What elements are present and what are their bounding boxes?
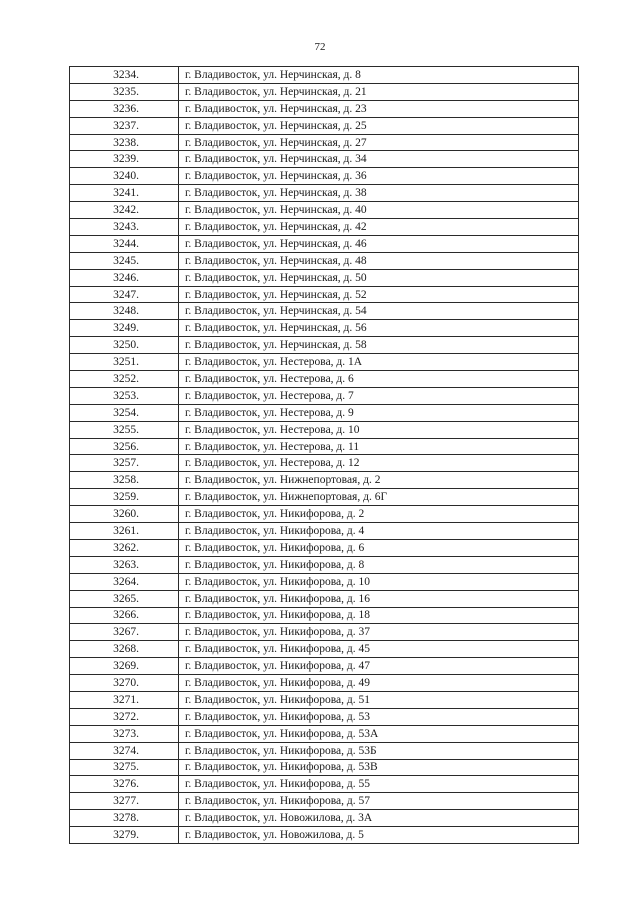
- address-cell: г. Владивосток, ул. Нерчинская, д. 42: [179, 219, 579, 236]
- address-cell: г. Владивосток, ул. Нестерова, д. 6: [179, 371, 579, 388]
- address-cell: г. Владивосток, ул. Никифорова, д. 53В: [179, 759, 579, 776]
- address-cell: г. Владивосток, ул. Никифорова, д. 49: [179, 675, 579, 692]
- row-number-cell: 3253.: [70, 387, 179, 404]
- row-number-cell: 3240.: [70, 168, 179, 185]
- table-row: [70, 100, 579, 117]
- address-cell: г. Владивосток, ул. Никифорова, д. 8: [179, 556, 579, 573]
- row-number-cell: 3271.: [70, 691, 179, 708]
- address-cell: г. Владивосток, ул. Нестерова, д. 7: [179, 387, 579, 404]
- address-cell: г. Владивосток, ул. Никифорова, д. 4: [179, 523, 579, 540]
- row-number-cell: 3259.: [70, 489, 179, 506]
- table-row: [70, 219, 579, 236]
- table-row: [70, 658, 579, 675]
- address-cell: г. Владивосток, ул. Нестерова, д. 1А: [179, 354, 579, 371]
- table-row: [70, 337, 579, 354]
- row-number-cell: 3275.: [70, 759, 179, 776]
- row-number-cell: 3251.: [70, 354, 179, 371]
- address-cell: г. Владивосток, ул. Нерчинская, д. 54: [179, 303, 579, 320]
- address-cell: г. Владивосток, ул. Никифорова, д. 10: [179, 573, 579, 590]
- table-row: [70, 472, 579, 489]
- row-number-cell: 3273.: [70, 725, 179, 742]
- table-row: [70, 421, 579, 438]
- table-row: [70, 523, 579, 540]
- table-row: [70, 320, 579, 337]
- address-cell: г. Владивосток, ул. Нерчинская, д. 56: [179, 320, 579, 337]
- row-number-cell: 3264.: [70, 573, 179, 590]
- table-row: [70, 776, 579, 793]
- address-cell: г. Владивосток, ул. Никифорова, д. 45: [179, 641, 579, 658]
- table-row: [70, 269, 579, 286]
- row-number-cell: 3267.: [70, 624, 179, 641]
- table-row: [70, 590, 579, 607]
- table-row: [70, 117, 579, 134]
- address-cell: г. Владивосток, ул. Нижнепортовая, д. 6Г: [179, 489, 579, 506]
- address-cell: г. Владивосток, ул. Никифорова, д. 53Б: [179, 742, 579, 759]
- page-number: 72: [314, 41, 326, 53]
- row-number-cell: 3247.: [70, 286, 179, 303]
- row-number-cell: 3241.: [70, 185, 179, 202]
- table-row: [70, 134, 579, 151]
- table-row: [70, 556, 579, 573]
- address-cell: г. Владивосток, ул. Новожилова, д. 5: [179, 827, 579, 844]
- row-number-cell: 3278.: [70, 810, 179, 827]
- table-row: [70, 235, 579, 252]
- table-row: [70, 725, 579, 742]
- row-number-cell: 3250.: [70, 337, 179, 354]
- row-number-cell: 3265.: [70, 590, 179, 607]
- table-row: [70, 489, 579, 506]
- table-row: [70, 641, 579, 658]
- address-table-body: [70, 67, 579, 844]
- address-cell: г. Владивосток, ул. Нерчинская, д. 36: [179, 168, 579, 185]
- address-cell: г. Владивосток, ул. Никифорова, д. 18: [179, 607, 579, 624]
- address-cell: г. Владивосток, ул. Нестерова, д. 12: [179, 455, 579, 472]
- table-row: [70, 827, 579, 844]
- address-cell: г. Владивосток, ул. Никифорова, д. 53А: [179, 725, 579, 742]
- row-number-cell: 3274.: [70, 742, 179, 759]
- row-number-cell: 3262.: [70, 539, 179, 556]
- table-row: [70, 708, 579, 725]
- table-row: [70, 252, 579, 269]
- row-number-cell: 3263.: [70, 556, 179, 573]
- row-number-cell: 3243.: [70, 219, 179, 236]
- address-cell: г. Владивосток, ул. Никифорова, д. 51: [179, 691, 579, 708]
- address-cell: г. Владивосток, ул. Нерчинская, д. 21: [179, 83, 579, 100]
- row-number-cell: 3261.: [70, 523, 179, 540]
- table-row: [70, 151, 579, 168]
- table-row: [70, 607, 579, 624]
- table-row: [70, 354, 579, 371]
- row-number-cell: 3254.: [70, 404, 179, 421]
- row-number-cell: 3258.: [70, 472, 179, 489]
- table-row: [70, 455, 579, 472]
- row-number-cell: 3249.: [70, 320, 179, 337]
- address-cell: г. Владивосток, ул. Никифорова, д. 53: [179, 708, 579, 725]
- address-cell: г. Владивосток, ул. Нерчинская, д. 58: [179, 337, 579, 354]
- row-number-cell: 3244.: [70, 235, 179, 252]
- address-cell: г. Владивосток, ул. Нерчинская, д. 23: [179, 100, 579, 117]
- address-cell: г. Владивосток, ул. Нижнепортовая, д. 2: [179, 472, 579, 489]
- row-number-cell: 3248.: [70, 303, 179, 320]
- row-number-cell: 3239.: [70, 151, 179, 168]
- address-table: [69, 66, 579, 844]
- address-cell: г. Владивосток, ул. Нерчинская, д. 46: [179, 235, 579, 252]
- table-row: [70, 371, 579, 388]
- address-cell: г. Владивосток, ул. Нестерова, д. 11: [179, 438, 579, 455]
- address-cell: г. Владивосток, ул. Нерчинская, д. 48: [179, 252, 579, 269]
- address-cell: г. Владивосток, ул. Никифорова, д. 37: [179, 624, 579, 641]
- table-row: [70, 168, 579, 185]
- address-cell: г. Владивосток, ул. Нерчинская, д. 34: [179, 151, 579, 168]
- address-cell: г. Владивосток, ул. Нерчинская, д. 8: [179, 67, 579, 84]
- row-number-cell: 3260.: [70, 506, 179, 523]
- row-number-cell: 3255.: [70, 421, 179, 438]
- table-row: [70, 185, 579, 202]
- table-row: [70, 303, 579, 320]
- address-cell: г. Владивосток, ул. Нерчинская, д. 38: [179, 185, 579, 202]
- address-cell: г. Владивосток, ул. Никифорова, д. 16: [179, 590, 579, 607]
- table-row: [70, 67, 579, 84]
- table-row: [70, 793, 579, 810]
- row-number-cell: 3270.: [70, 675, 179, 692]
- row-number-cell: 3269.: [70, 658, 179, 675]
- table-row: [70, 759, 579, 776]
- row-number-cell: 3277.: [70, 793, 179, 810]
- row-number-cell: 3266.: [70, 607, 179, 624]
- address-cell: г. Владивосток, ул. Никифорова, д. 57: [179, 793, 579, 810]
- address-cell: г. Владивосток, ул. Никифорова, д. 47: [179, 658, 579, 675]
- address-cell: г. Владивосток, ул. Нерчинская, д. 25: [179, 117, 579, 134]
- row-number-cell: 3252.: [70, 371, 179, 388]
- address-cell: г. Владивосток, ул. Нерчинская, д. 52: [179, 286, 579, 303]
- table-row: [70, 810, 579, 827]
- row-number-cell: 3234.: [70, 67, 179, 84]
- row-number-cell: 3257.: [70, 455, 179, 472]
- address-cell: г. Владивосток, ул. Никифорова, д. 55: [179, 776, 579, 793]
- row-number-cell: 3272.: [70, 708, 179, 725]
- row-number-cell: 3246.: [70, 269, 179, 286]
- row-number-cell: 3256.: [70, 438, 179, 455]
- table-row: [70, 573, 579, 590]
- row-number-cell: 3245.: [70, 252, 179, 269]
- address-cell: г. Владивосток, ул. Нерчинская, д. 40: [179, 202, 579, 219]
- address-cell: г. Владивосток, ул. Никифорова, д. 2: [179, 506, 579, 523]
- table-row: [70, 506, 579, 523]
- address-cell: г. Владивосток, ул. Нестерова, д. 10: [179, 421, 579, 438]
- row-number-cell: 3236.: [70, 100, 179, 117]
- row-number-cell: 3238.: [70, 134, 179, 151]
- address-cell: г. Владивосток, ул. Нерчинская, д. 50: [179, 269, 579, 286]
- table-row: [70, 438, 579, 455]
- address-cell: г. Владивосток, ул. Никифорова, д. 6: [179, 539, 579, 556]
- row-number-cell: 3276.: [70, 776, 179, 793]
- table-row: [70, 742, 579, 759]
- table-row: [70, 404, 579, 421]
- table-row: [70, 83, 579, 100]
- row-number-cell: 3279.: [70, 827, 179, 844]
- address-cell: г. Владивосток, ул. Нестерова, д. 9: [179, 404, 579, 421]
- table-row: [70, 675, 579, 692]
- row-number-cell: 3268.: [70, 641, 179, 658]
- row-number-cell: 3235.: [70, 83, 179, 100]
- table-row: [70, 286, 579, 303]
- row-number-cell: 3237.: [70, 117, 179, 134]
- table-row: [70, 691, 579, 708]
- table-row: [70, 624, 579, 641]
- address-cell: г. Владивосток, ул. Нерчинская, д. 27: [179, 134, 579, 151]
- table-row: [70, 202, 579, 219]
- row-number-cell: 3242.: [70, 202, 179, 219]
- address-cell: г. Владивосток, ул. Новожилова, д. 3А: [179, 810, 579, 827]
- table-row: [70, 539, 579, 556]
- table-row: [70, 387, 579, 404]
